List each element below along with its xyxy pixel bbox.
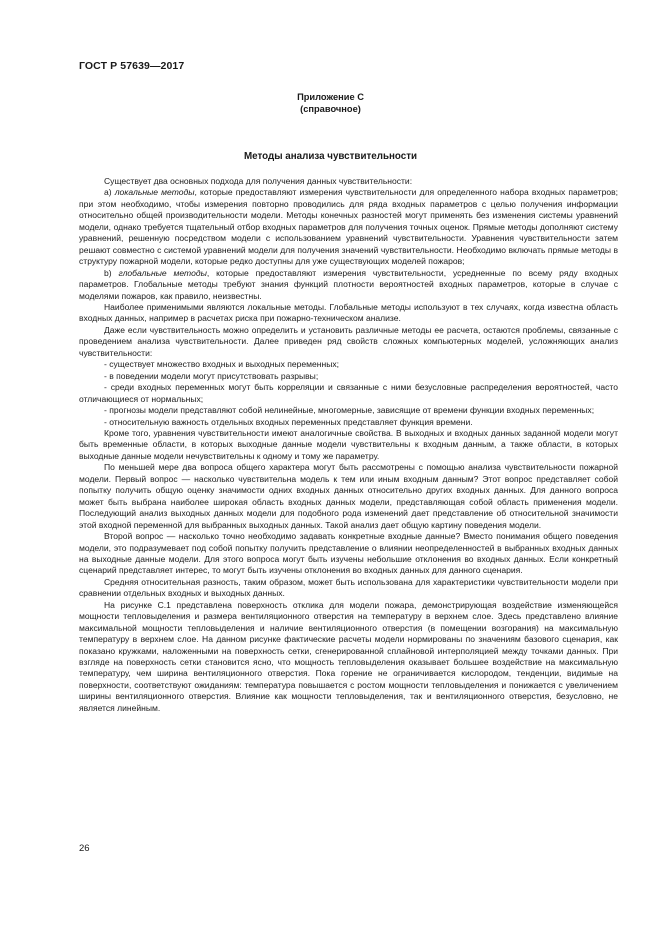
list-label: а)	[104, 187, 112, 198]
paragraph: Наиболее применимыми являются локальные методы. Глобальные методы используют в тех случаях, когда известна область входных данных, например в расчетах риска при пожарно-техническом анализе.	[79, 301, 618, 324]
list-item: - прогнозы модели представляют собой нелинейные, многомерные, зависящие от времени функции входных переменных;	[104, 405, 595, 416]
paragraph: Даже если чувствительность можно определить и установить различные методы ее расчета, остаются проблемы, связанные с проведением анализа чувствительности. Далее приведен ряд свойств сложных компьютерных моделей, усложняющих анализ чувствительности:	[79, 324, 618, 358]
document-body	[79, 176, 618, 714]
annex-heading	[0, 92, 661, 115]
annex-title: Приложение С	[297, 92, 364, 102]
list-item: - среди входных переменных могут быть корреляции и связанные с ними безусловные распределения вероятностей, часто отличающиеся от нормальных;	[79, 382, 618, 404]
paragraph: Второй вопрос — насколько точно необходимо задавать конкретные входные данные? Вместо понимания общего поведения модели, это подразумевает под собой попытку получить представление о влиянии неопределенностей в выбранных входных данных на выходные данные модели. Для этого вопроса могут быть изучены небольшие отклонения во входных данных. Если конкретный сценарий представляет интерес, то могут быть изучены отклонения во входных данных для данного сценария.	[79, 531, 618, 576]
term-global-methods: глобальные методы	[118, 267, 207, 278]
paragraph-local-methods: а) локальные методы, которые предоставляют измерения чувствительности для определенного набора входных параметров; при этом необходимо, чтобы измерения повторно проводились для ряда входных параметров с целью получения информации относительно общей производительности модели. Методы конечных разностей могут применять без изменения системы уравнений модели, однако требуется тщательный отбор входных параметров для получения точных оценок. Прямые методы дополняют систему уравнений, решенную посредством модели с использованием уравнений чувствительности. Уравнения чувствительности затем решают совместно с системой уравнений модели для получения значений чувствительности. Необходимо включать прямые методы в структуру пожарной модели, которые редко доступны для уже существующих моделей пожаров;	[79, 187, 618, 267]
paragraph-intro: Существует два основных подхода для получения данных чувствительности:	[104, 176, 413, 186]
term-local-methods: локальные методы	[114, 187, 195, 198]
list-item: - относительную важность отдельных входных переменных представляет функция времени.	[104, 416, 473, 427]
annex-subtitle: (справочное)	[300, 103, 361, 114]
section-title: Методы анализа чувствительности	[243, 151, 418, 162]
document-header: ГОСТ Р 57639—2017	[79, 60, 185, 72]
list-item: - в поведении модели могут присутствовать разрывы;	[104, 370, 319, 381]
paragraph-global-methods: b) глобальные методы, которые предоставляют измерения чувствительности, усредненные по всему ряду входных параметров. Глобальные методы требуют знания функций плотности вероятностей входных параметров, которые в случае с моделями пожаров, как правило, неизвестны.	[79, 267, 618, 301]
list-label: b)	[104, 267, 112, 278]
paragraph: На рисунке С.1 представлена поверхность отклика для модели пожара, демонстрирующая воздействие изменяющейся мощности тепловыделения и размера вентиляционного отверстия на температуру в верхнем слое. Здесь представлено влияние максимальной мощности тепловыделения и наличие вентиляционного отверстия (в помещении возгорания) на максимальную температуру в верхнем слое. На данном рисунке фактические расчеты модели нормированы по значениям базового сценария, как показано кружками, наложенными на поверхность сетки, сгенерированной сплайновой интерполяцией между точками данных. При взгляде на поверхность сетки становится ясно, что мощность тепловыделения оказывает большее воздействие на максимальную температуру, чем ширина вентиляционного отверстия. Пока горение не ограничивается кислородом, тенденции, видимые на поверхности, соответствуют ожиданиям: температура повышается с ростом мощности тепловыделения и понижается с увеличением ширины вентиляционного отверстия. Влияние как мощности тепловыделения, так и вентиляционного отверстия, безусловно, не является линейным.	[79, 599, 618, 713]
paragraph: По меньшей мере два вопроса общего характера могут быть рассмотрены с помощью анализа чувствительности пожарной модели. Первый вопрос — насколько чувствительна модель к тем или иным входным данным? Этот вопрос представляет собой попытку получить общую оценку значимости одних входных данных относительно других входных данных. Для данного вопроса может быть выбрана наиболее широкая область входных данных модели, представляющая собой область применения модели. Последующий анализ выходных данных модели для подобного рода изменений дает представление об относительной значимости этой входной переменной для выбранных выходных данных. Такой анализ дает общую картину поведения модели.	[79, 462, 618, 530]
paragraph: Кроме того, уравнения чувствительности имеют аналогичные свойства. В выходных и входных данных заданной модели могут быть временные области, в которых выходные данные модели чувствительны к входным данным, а также области, в которых выходные данные модели нечувствительны к одному и тому же параметру.	[79, 427, 618, 461]
list-item: - существует множество входных и выходных переменных;	[104, 359, 340, 370]
page-number: 26	[79, 843, 90, 854]
paragraph: Средняя относительная разность, таким образом, может быть использована для характеристики чувствительности модели при сравнении отдельных входных и выходных данных.	[79, 576, 618, 599]
